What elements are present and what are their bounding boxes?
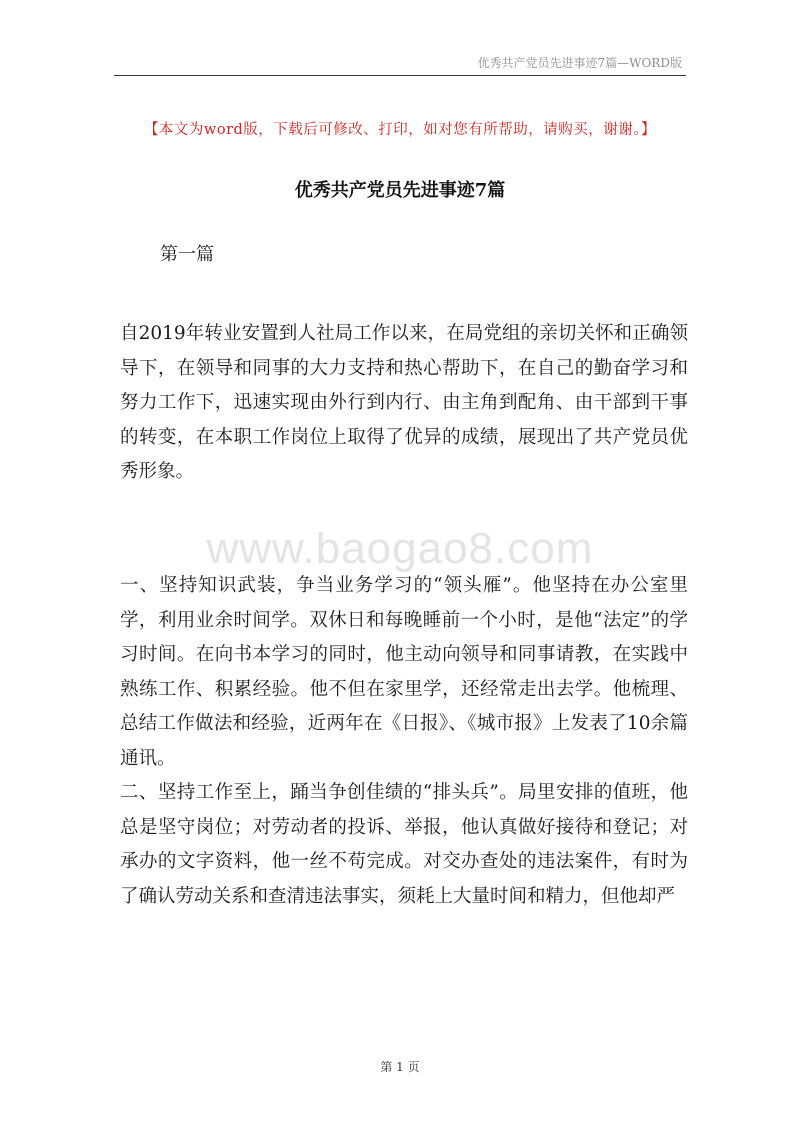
paragraph-point-one: 一、坚持知识武装，争当业务学习的“领头雁”。他坚持在办公室里学，利用业余时间学。双休日和每晚睡前一个小时，是他“法定”的学习时间。在向书本学习的同时，他主动向领导和同事请教，在实践中熟练工作、积累经验。他不但在家里学，还经常走出去学。他梳理、总结工作做法和经验，近两年在《日报》、《城市报》上发表了10余篇通讯。 (120, 575, 688, 769)
document-title: 优秀共产党员先进事迹7篇 (294, 180, 506, 201)
header-divider (114, 75, 686, 76)
paragraph-intro: 自2019年转业安置到人社局工作以来，在局党组的亲切关怀和正确领导下，在领导和同事的大力支持和热心帮助下，在自己的勤奋学习和努力工作下，迅速实现由外行到内行、由主角到配角、由干部到干事的转变，在本职工作岗位上取得了优异的成绩，展现出了共产党员优秀形象。 (120, 323, 688, 482)
running-header: 优秀共产党员先进事迹7篇—WORD版 (477, 56, 682, 70)
section-heading: 第一篇 (160, 244, 214, 265)
page-number: 第 1 页 (380, 1060, 420, 1074)
purchase-notice: 【本文为word版，下载后可修改、打印，如对您有所帮助，请购买，谢谢。】 (143, 122, 657, 138)
paragraph-point-two: 二、坚持工作至上，踊当争创佳绩的“排头兵”。局里安排的值班，他总是坚守岗位；对劳动者的投诉、举报，他认真做好接待和登记；对承办的文字资料，他一丝不苟完成。对交办查处的违法案件，有时为了确认劳动关系和查清违法事实，须耗上大量时间和精力，但他却严 (120, 782, 688, 907)
watermark-text: www.baogao8.com (206, 524, 594, 573)
